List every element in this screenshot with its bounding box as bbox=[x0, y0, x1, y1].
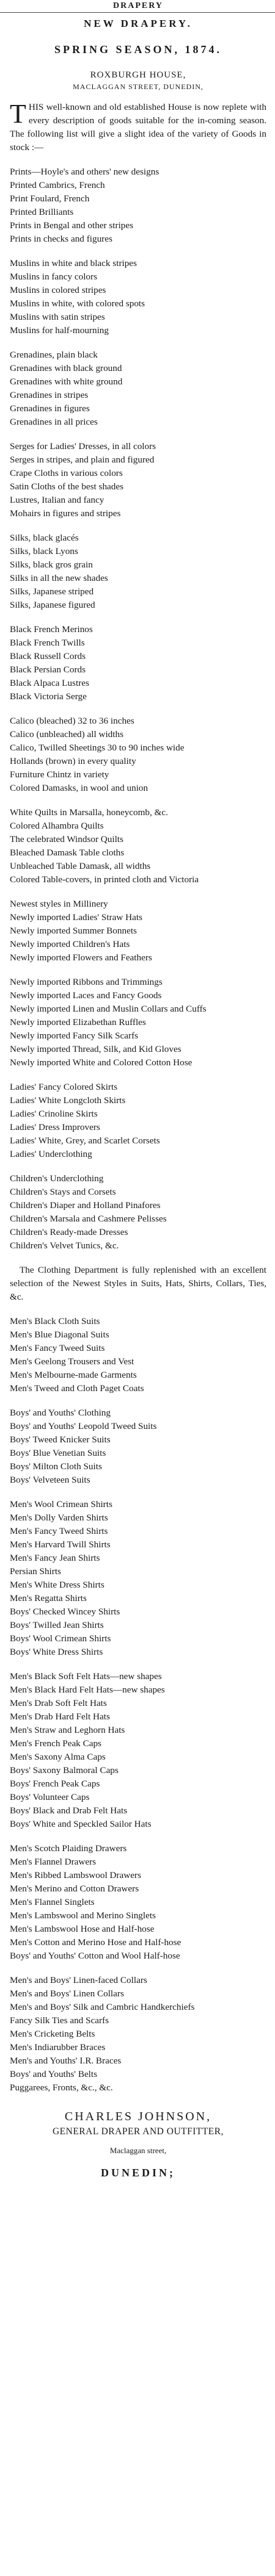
list-item: Men's Cotton and Merino Hose and Half-hose bbox=[10, 1937, 182, 1948]
list-item: Men's Scotch Plaiding Drawers bbox=[10, 1843, 127, 1854]
list-item: Men's Flannel Singlets bbox=[10, 1897, 95, 1907]
item-group bbox=[10, 165, 266, 246]
list-item: Newly imported White and Colored Cotton Hose bbox=[10, 1057, 193, 1068]
list-item: Unbleached Table Damask, all widths bbox=[10, 861, 151, 871]
item-group bbox=[10, 1406, 266, 1487]
list-item: Black Persian Cords bbox=[10, 664, 86, 675]
signature-name-text: CHARLES JOHNSON, bbox=[64, 2110, 212, 2123]
list-item: Silks in all the new shades bbox=[10, 573, 108, 583]
signature-city: DUNEDIN; bbox=[101, 2167, 175, 2179]
list-item: Men's Flannel Drawers bbox=[10, 1857, 97, 1867]
list-item: Men's Harvard Twill Shirts bbox=[10, 1539, 111, 1550]
list-item: Children's Stays and Corsets bbox=[10, 1187, 116, 1197]
signature-trade: GENERAL DRAPER AND OUTFITTER, bbox=[52, 2126, 224, 2137]
list-item: Men's Regatta Shirts bbox=[10, 1593, 87, 1603]
list-item: Muslins in colored stripes bbox=[10, 285, 106, 295]
list-item: Boys' Twilled Jean Shirts bbox=[10, 1620, 104, 1630]
list-item: Men's Merino and Cotton Drawers bbox=[10, 1883, 139, 1894]
item-group bbox=[10, 1498, 266, 1659]
list-item: Children's Ready-made Dresses bbox=[10, 1227, 128, 1237]
item-group bbox=[10, 714, 266, 795]
list-item: Fancy Silk Ties and Scarfs bbox=[10, 2015, 109, 2026]
list-item: Men's Saxony Alma Caps bbox=[10, 1752, 106, 1762]
list-item: Men's Black Hard Felt Hats—new shapes bbox=[10, 1685, 165, 1695]
list-item: Black French Merinos bbox=[10, 624, 93, 635]
list-item: Grenadines with white ground bbox=[10, 376, 123, 387]
list-item: Men's Cricketing Belts bbox=[10, 2029, 95, 2039]
list-item: Satin Cloths of the best shades bbox=[10, 481, 124, 492]
list-item: Men's and Boys' Linen Collars bbox=[10, 1988, 124, 1999]
list-item: Silks, black glacés bbox=[10, 533, 79, 543]
list-item: Men's Melbourne-made Garments bbox=[10, 1370, 137, 1380]
list-item: Children's Marsala and Cashmere Pelisses bbox=[10, 1214, 167, 1224]
list-item: Newly imported Summer Bonnets bbox=[10, 926, 137, 936]
list-item: The celebrated Windsor Quilts bbox=[10, 834, 123, 844]
list-item: Boys' and Youths' Clothing bbox=[10, 1408, 111, 1418]
list-item: Men's Tweed and Cloth Paget Coats bbox=[10, 1383, 144, 1394]
item-group bbox=[10, 898, 266, 965]
list-item: Prints in checks and figures bbox=[10, 234, 112, 244]
ad-title: NEW DRAPERY. bbox=[84, 18, 193, 29]
list-item: Muslins in fancy colors bbox=[10, 272, 97, 282]
list-item: Men's Fancy Tweed Shirts bbox=[10, 1526, 108, 1536]
list-item: Men's Fancy Tweed Suits bbox=[10, 1343, 105, 1353]
list-item: Black Victoria Serge bbox=[10, 691, 87, 702]
list-item: Men's Geelong Trousers and Vest bbox=[10, 1356, 134, 1367]
list-item: Black Russell Cords bbox=[10, 651, 86, 661]
list-item: Colored Alhambra Quilts bbox=[10, 821, 104, 831]
list-item: Hollands (brown) in every quality bbox=[10, 756, 136, 766]
drop-cap: T bbox=[10, 99, 26, 129]
list-item: Puggarees, Fronts, &c., &c. bbox=[10, 2082, 113, 2093]
list-item: Silks, black Lyons bbox=[10, 546, 78, 556]
list-item: Men's Lambswool and Merino Singlets bbox=[10, 1910, 156, 1921]
list-item: Ladies' Fancy Colored Skirts bbox=[10, 1082, 118, 1092]
list-item: Newly imported Fancy Silk Scarfs bbox=[10, 1031, 139, 1041]
item-group bbox=[10, 623, 266, 703]
list-item: Boys' and Youths' Cotton and Wool Half-hose bbox=[10, 1951, 180, 1961]
list-item: Boys' White Dress Shirts bbox=[10, 1647, 103, 1657]
goods-list bbox=[10, 165, 266, 1253]
list-item: Boys' Tweed Knicker Suits bbox=[10, 1434, 111, 1445]
list-item: Men's French Peak Caps bbox=[10, 1738, 101, 1749]
list-item: Men's and Youths' I.R. Braces bbox=[10, 2056, 122, 2066]
list-item: Newly imported Ladies' Straw Hats bbox=[10, 912, 143, 923]
list-item: Print Foulard, French bbox=[10, 193, 90, 204]
list-item: Boys' French Peak Caps bbox=[10, 1779, 100, 1789]
list-item: Furniture Chintz in variety bbox=[10, 769, 109, 780]
list-item: Grenadines with black ground bbox=[10, 363, 122, 373]
item-group bbox=[10, 1172, 266, 1253]
list-item: Silks, Japanese striped bbox=[10, 586, 94, 597]
clothing-paragraph: The Clothing Department is fully replenished with an excellent selection of the Newest Styles in Suits, Hats, Shirts, Collars, Ties, &c. bbox=[10, 1265, 266, 1302]
list-item: Men's Dolly Varden Shirts bbox=[10, 1513, 108, 1523]
list-item: Black Alpaca Lustres bbox=[10, 678, 89, 688]
list-item: Colored Table-covers, in printed cloth and Victoria bbox=[10, 874, 199, 885]
list-item: Men's Lambswool Hose and Half-hose bbox=[10, 1924, 155, 1934]
list-item: Boys' Velveteen Suits bbox=[10, 1475, 90, 1485]
list-item: Grenadines in stripes bbox=[10, 390, 89, 400]
list-item: Bleached Damask Table cloths bbox=[10, 847, 125, 858]
clothing-list bbox=[10, 1315, 266, 2095]
item-group bbox=[10, 440, 266, 520]
list-item: Muslins in white, with colored spots bbox=[10, 298, 145, 309]
list-item: Lustres, Italian and fancy bbox=[10, 495, 105, 505]
list-item: Men's White Dress Shirts bbox=[10, 1580, 105, 1590]
list-item: Calico (unbleached) all widths bbox=[10, 729, 123, 739]
list-item: Colored Damasks, in wool and union bbox=[10, 783, 148, 793]
list-item: Boys' Saxony Balmoral Caps bbox=[10, 1765, 119, 1775]
list-item: Boys' Checked Wincey Shirts bbox=[10, 1606, 120, 1617]
list-item: Newly imported Thread, Silk, and Kid Gloves bbox=[10, 1044, 182, 1054]
list-item: Grenadines, plain black bbox=[10, 350, 98, 360]
item-group bbox=[10, 1670, 266, 1831]
list-item: Newly imported Flowers and Feathers bbox=[10, 952, 152, 963]
season-title: SPRING SEASON, 1874. bbox=[54, 43, 222, 56]
item-group bbox=[10, 1081, 266, 1161]
item-group bbox=[10, 806, 266, 887]
list-item: Newly imported Laces and Fancy Goods bbox=[10, 990, 162, 1001]
list-item: Men's Wool Crimean Shirts bbox=[10, 1499, 112, 1509]
list-item: Children's Diaper and Holland Pinafores bbox=[10, 1200, 161, 1211]
list-item: Grenadines in all prices bbox=[10, 417, 98, 427]
list-item: Men's Straw and Leghorn Hats bbox=[10, 1725, 125, 1735]
item-group bbox=[10, 1315, 266, 1395]
item-group bbox=[10, 531, 266, 612]
list-item: Calico, Twilled Sheetings 30 to 90 inches wide bbox=[10, 743, 185, 753]
list-item: Silks, Japanese figured bbox=[10, 600, 95, 610]
list-item: Men's Black Cloth Suits bbox=[10, 1316, 100, 1326]
list-item: Boys' Volunteer Caps bbox=[10, 1792, 90, 1802]
list-item: Men's and Boys' Linen-faced Collars bbox=[10, 1975, 147, 1985]
list-item: Children's Velvet Tunics, &c. bbox=[10, 1240, 119, 1251]
list-item: Men's Black Soft Felt Hats—new shapes bbox=[10, 1671, 162, 1682]
list-item: Newest styles in Millinery bbox=[10, 899, 108, 909]
list-item: Newly imported Children's Hats bbox=[10, 939, 130, 949]
list-item: Black French Twills bbox=[10, 638, 85, 648]
signature-name bbox=[10, 2108, 266, 2125]
list-item: Boys' Wool Crimean Shirts bbox=[10, 1633, 111, 1644]
list-item: Silks, black gros grain bbox=[10, 559, 93, 570]
list-item: Ladies' Underclothing bbox=[10, 1149, 92, 1159]
item-group bbox=[10, 1842, 266, 1963]
list-item: Prints—Hoyle's and others' new designs bbox=[10, 167, 160, 177]
list-item: Men's and Boys' Silk and Cambric Handkerchiefs bbox=[10, 2002, 195, 2012]
list-item: Ladies' Dress Improvers bbox=[10, 1122, 100, 1132]
list-item: Printed Brilliants bbox=[10, 207, 74, 217]
list-item: Printed Cambrics, French bbox=[10, 180, 105, 190]
list-item: Boys' Milton Cloth Suits bbox=[10, 1461, 102, 1472]
list-item: Boys' White and Speckled Sailor Hats bbox=[10, 1819, 152, 1829]
list-item: Boys' and Youths' Belts bbox=[10, 2069, 98, 2079]
list-item: Ladies' White, Grey, and Scarlet Corsets bbox=[10, 1135, 160, 1146]
list-item: Children's Underclothing bbox=[10, 1173, 104, 1184]
list-item: Boys' Blue Venetian Suits bbox=[10, 1448, 106, 1458]
list-item: Ladies' White Longcloth Skirts bbox=[10, 1095, 126, 1106]
list-item: Crape Cloths in various colors bbox=[10, 468, 123, 478]
header-rule bbox=[0, 12, 275, 13]
list-item: Serges for Ladies' Dresses, in all colors bbox=[10, 441, 156, 452]
list-item: Mohairs in figures and stripes bbox=[10, 508, 121, 519]
list-item: Men's Ribbed Lambswool Drawers bbox=[10, 1870, 141, 1880]
list-item: Men's Blue Diagonal Suits bbox=[10, 1329, 109, 1340]
item-group bbox=[10, 1974, 266, 2095]
intro-paragraph bbox=[10, 101, 266, 154]
list-item: Grenadines in figures bbox=[10, 403, 90, 414]
list-item: Men's Fancy Jean Shirts bbox=[10, 1553, 100, 1563]
list-item: Newly imported Ribbons and Trimmings bbox=[10, 977, 163, 987]
list-item: Newly imported Linen and Muslin Collars and Cuffs bbox=[10, 1004, 207, 1014]
list-item: Men's Drab Hard Felt Hats bbox=[10, 1711, 110, 1722]
list-item: Men's Drab Soft Felt Hats bbox=[10, 1698, 107, 1708]
item-group bbox=[10, 257, 266, 337]
list-item: Muslins in white and black stripes bbox=[10, 258, 137, 268]
list-item: Boys' and Youths' Leopold Tweed Suits bbox=[10, 1421, 157, 1431]
list-item: Calico (bleached) 32 to 36 inches bbox=[10, 716, 134, 726]
intro-text: HIS well-known and old established House is now replete with every description of goods suitable for the in-coming season. The following list will give a slight idea of the variety of Goods in stock :— bbox=[10, 102, 266, 153]
section-header: DRAPERY bbox=[113, 1, 163, 10]
list-item: Muslins with satin stripes bbox=[10, 312, 105, 322]
item-group bbox=[10, 348, 266, 429]
list-item: Persian Shirts bbox=[10, 1566, 61, 1577]
address-street: MACLAGGAN STREET, DUNEDIN, bbox=[73, 82, 204, 91]
signature-street: Maclaggan street, bbox=[109, 2146, 167, 2155]
address-name: ROXBURGH HOUSE, bbox=[90, 70, 186, 80]
list-item: Serges in stripes, and plain and figured bbox=[10, 455, 155, 465]
list-item: Boys' Black and Drab Felt Hats bbox=[10, 1805, 128, 1816]
item-group bbox=[10, 976, 266, 1070]
list-item: Prints in Bengal and other stripes bbox=[10, 220, 134, 231]
list-item: White Quilts in Marsalla, honeycomb, &c. bbox=[10, 807, 168, 818]
list-item: Ladies' Crinoline Skirts bbox=[10, 1109, 98, 1119]
list-item: Muslins for half-mourning bbox=[10, 325, 109, 336]
list-item: Newly imported Elizabethan Ruffles bbox=[10, 1017, 146, 1027]
list-item: Men's Indiarubber Braces bbox=[10, 2042, 106, 2053]
